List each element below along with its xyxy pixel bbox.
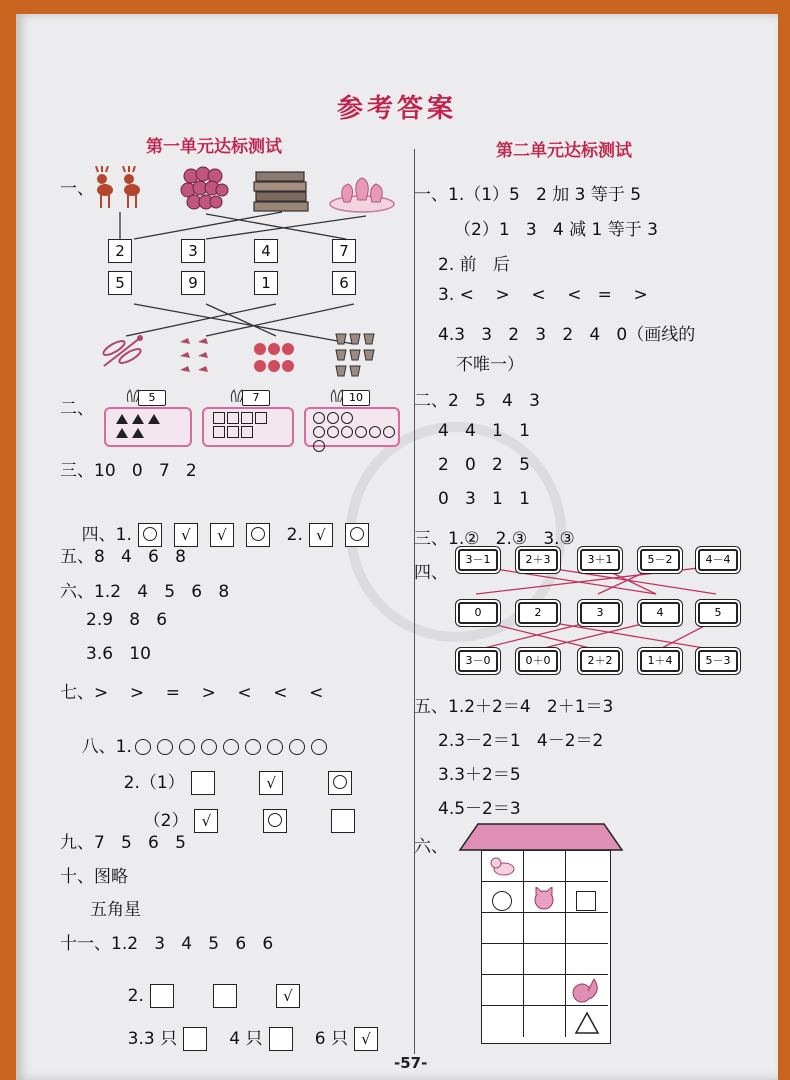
r-q4-mid-num-3: 3 [580, 602, 620, 624]
r-q4-top-expr-4: 5－2 [640, 549, 680, 571]
r-q4-mid-num-2: 2 [518, 602, 558, 624]
r-q1-line-4: 3. < > < < = > [438, 285, 648, 305]
r-q1-line-5: 4.3 3 2 3 2 4 0（画线的 [438, 325, 696, 345]
cat-icon [530, 887, 558, 911]
circle-shape-icon [492, 891, 512, 911]
q11-box-3: √ [276, 984, 300, 1008]
q1-bottom-num-3: 1 [254, 271, 278, 295]
r-q6-label: 六、 [414, 837, 448, 857]
q4-box-2: √ [174, 523, 198, 547]
q8-box-6 [331, 809, 355, 833]
q8-label-3: （2） [143, 811, 189, 831]
r-q4-bottom-expr-2: 0＋0 [518, 650, 558, 672]
r-q4-label: 四、 [414, 563, 448, 583]
r-q4-top-expr-5: 4－4 [698, 549, 738, 571]
q8-box-4: √ [194, 809, 218, 833]
q1-bottom-num-1: 5 [108, 271, 132, 295]
q4-box-5: √ [309, 523, 333, 547]
r-q3-answer: 三、1.② 2.③ 3.③ [414, 529, 575, 549]
r-q4-mid-num-1: 0 [458, 602, 498, 624]
q8-label: 八、1. [81, 737, 132, 757]
r-q2-line-4: 0 3 1 1 [438, 489, 530, 509]
r-q1-line-2: （2）1 3 4 减 1 等于 3 [454, 220, 658, 240]
house-grid [481, 850, 611, 1044]
q4-label-2: 2. [286, 525, 303, 545]
q10-line-2: 五角星 [90, 900, 141, 920]
q2-card-1-tag: 5 [138, 390, 166, 406]
page-title: 参考答案 [336, 94, 457, 124]
r-q1-line-1: 一、1.（1）5 2 加 3 等于 5 [414, 185, 642, 205]
q1-bottom-num-4: 6 [332, 271, 356, 295]
r-q4-top-expr-3: 3＋1 [580, 549, 620, 571]
squirrel-icon [570, 977, 602, 1005]
r-q4-bottom-expr-4: 1＋4 [640, 650, 680, 672]
q11-box-4 [183, 1027, 207, 1051]
r-q5-line-4: 4.5－2＝3 [438, 799, 521, 819]
q1-bottom-num-2: 9 [181, 271, 205, 295]
q1-top-num-4: 7 [332, 239, 356, 263]
q1-label: 一、 [60, 179, 94, 199]
q10-line-1: 十、图略 [60, 867, 128, 887]
q2-card-2-tag: 7 [242, 390, 270, 406]
answer-page [16, 14, 778, 1080]
r-q2-line-2: 4 4 1 1 [438, 421, 530, 441]
r-q1-line-3: 2. 前 后 [438, 255, 510, 275]
q11-box-6: √ [354, 1027, 378, 1051]
r-q5-line-1: 五、1.2＋2＝4 2＋1＝3 [414, 697, 614, 717]
q3-answer: 三、10 0 7 2 [60, 461, 197, 481]
q11-box-5 [269, 1027, 293, 1051]
r-q4-bottom-expr-1: 3－0 [458, 650, 498, 672]
unit1-heading: 第一单元达标测试 [146, 137, 282, 157]
r-q4-bottom-expr-5: 5－3 [698, 650, 738, 672]
house-roof [456, 822, 626, 852]
r-q1-line-6: 不唯一） [456, 355, 524, 375]
q1-top-num-1: 2 [108, 239, 132, 263]
q8-box-2: √ [259, 771, 283, 795]
square-shape-icon [576, 891, 596, 911]
q11-item-2: 4 只 [229, 1029, 263, 1049]
q6-line-3: 3.6 10 [86, 644, 151, 664]
q1-top-num-2: 3 [181, 239, 205, 263]
q9-answer: 九、7 5 6 5 [60, 833, 186, 853]
r-q4-mid-num-4: 4 [640, 602, 680, 624]
r-q4-top-expr-1: 3－1 [458, 549, 498, 571]
q6-line-1: 六、1.2 4 5 6 8 [60, 582, 230, 602]
q4-label: 四、1. [81, 525, 132, 545]
r-q2-line-3: 2 0 2 5 [438, 455, 530, 475]
dog-icon [488, 855, 518, 879]
q2-label: 二、 [60, 399, 94, 419]
q8-label-2: 2.（1） [123, 773, 185, 793]
q6-line-2: 2.9 8 6 [86, 610, 168, 630]
q7-answer: 七、> > = > < < < [60, 683, 324, 703]
q5-answer: 五、8 4 6 8 [60, 547, 186, 567]
q11-line-1: 十一、1.2 3 4 5 6 6 [60, 934, 274, 954]
r-q2-line-1: 二、2 5 4 3 [414, 391, 540, 411]
page-number: -57- [394, 1054, 428, 1072]
r-q5-line-2: 2.3－2＝1 4－2＝2 [438, 731, 604, 751]
r-q4-top-expr-2: 2＋3 [518, 549, 558, 571]
q2-card-3-tag: 10 [342, 390, 370, 406]
r-q5-line-3: 3.3＋2＝5 [438, 765, 521, 785]
r-q4-mid-num-5: 5 [698, 602, 738, 624]
q1-top-num-3: 4 [254, 239, 278, 263]
q11-line-3 [106, 1004, 384, 1071]
q11-label-2: 2. [127, 986, 144, 1006]
q11-item-3: 6 只 [314, 1029, 348, 1049]
q8-box-5 [263, 809, 287, 833]
triangle-shape-icon [574, 1011, 600, 1035]
r-q4-bottom-expr-3: 2＋2 [580, 650, 620, 672]
q11-item-1: 3.3 只 [127, 1029, 178, 1049]
unit2-heading: 第二单元达标测试 [496, 141, 632, 161]
q4-box-3: √ [210, 523, 234, 547]
